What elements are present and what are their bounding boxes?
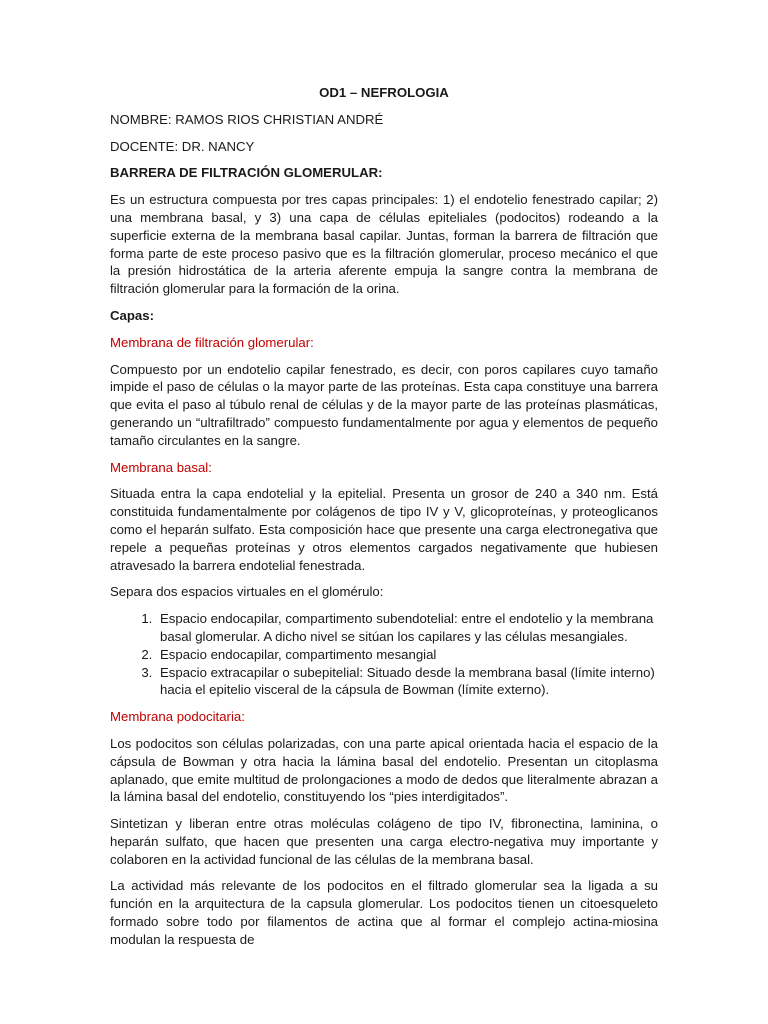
section-heading: BARRERA DE FILTRACIÓN GLOMERULAR:: [110, 165, 383, 181]
spaces-list: [110, 610, 658, 699]
layer2-paragraph: Situada entra la capa endotelial y la epitelial. Presenta un grosor de 240 a 340 nm. Está constituida fundamentalmente por colágenos de tipo IV y V, glicoproteínas, y proteoglicanos como el heparán sulfato. Esta composición hace que presente una carga electronegativa que repele a pequeñas proteínas y otros elementos cargados negativamente que hubiesen atravesado la barrera endotelial fenestrada.: [110, 486, 658, 573]
list-item: 2. Espacio endocapilar, compartimento mesangial: [156, 646, 658, 664]
document-page: [110, 84, 658, 958]
student-name: NOMBRE: RAMOS RIOS CHRISTIAN ANDRÉ: [110, 111, 384, 127]
layers-heading: Capas:: [110, 307, 154, 323]
spaces-intro: Separa dos espacios virtuales en el glomérulo:: [110, 584, 384, 600]
document-title: OD1 – NEFROLOGIA: [319, 85, 449, 100]
intro-paragraph: Es un estructura compuesta por tres capas principales: 1) el endotelio fenestrado capilar; 2) una membrana basal, y 3) una capa de células epiteliales (podocitos) rodeando a la superficie externa de la membrana basal capilar. Juntas, forman la barrera de filtración que forma parte de este proceso pasivo que es la filtración glomerular, proceso mecánico el que la presión hidrostática de la arteria aferente empuja la sangre contra la membrana de filtración glomerular para la formación de la orina.: [110, 192, 658, 297]
layer3-paragraph-2: Sintetizan y liberan entre otras moléculas colágeno de tipo IV, fibronectina, laminina, o heparán sulfato, que hacen que presenten una carga electro-negativa muy importante y colaboren en la actividad funcional de las células de la membrana basal.: [110, 816, 658, 867]
layer3-paragraph-1: Los podocitos son células polarizadas, con una parte apical orientada hacia el espacio de la cápsula de Bowman y otra hacia la lámina basal del endotelio. Presentan un citoplasma aplanado, que emite multitud de prolongaciones a modo de dedos que literalmente abrazan a la lámina basal del endotelio, constituyendo los “pies interdigitados”.: [110, 735, 658, 805]
layer2-heading: Membrana basal:: [110, 459, 212, 475]
layer3-paragraph-3: La actividad más relevante de los podocitos en el filtrado glomerular sea la ligada a su función en la arquitectura de la capsula glomerular. Los podocitos tienen un citoesqueleto formado sobre todo por filamentos de actina que al formar el complejo actina-miosina modulan la respuesta de: [110, 878, 658, 947]
layer1-paragraph: Compuesto por un endotelio capilar fenestrado, es decir, con poros capilares cuyo tamaño impide el paso de células o la mayor parte de las proteínas. Esta capa constituye una barrera que evita el paso al túbulo renal de células y de la mayor parte de las proteínas plasmáticas, generando un “ultrafiltrado” compuesto fundamentalmente por agua y elementos de pequeño tamaño circulantes en la sangre.: [110, 361, 658, 448]
list-item: 1. Espacio endocapilar, compartimento subendotelial: entre el endotelio y la membrana basal glomerular. A dicho nivel se sitúan los capilares y las células mesangiales.: [156, 610, 658, 646]
list-item: 3. Espacio extracapilar o subepitelial: Situado desde la membrana basal (límite interno) hacia el epitelio visceral de la cápsula de Bowman (límite externo).: [156, 664, 658, 700]
layer1-heading: Membrana de filtración glomerular:: [110, 334, 314, 350]
layer3-heading: Membrana podocitaria:: [110, 709, 245, 725]
teacher-name: DOCENTE: DR. NANCY: [110, 138, 255, 154]
